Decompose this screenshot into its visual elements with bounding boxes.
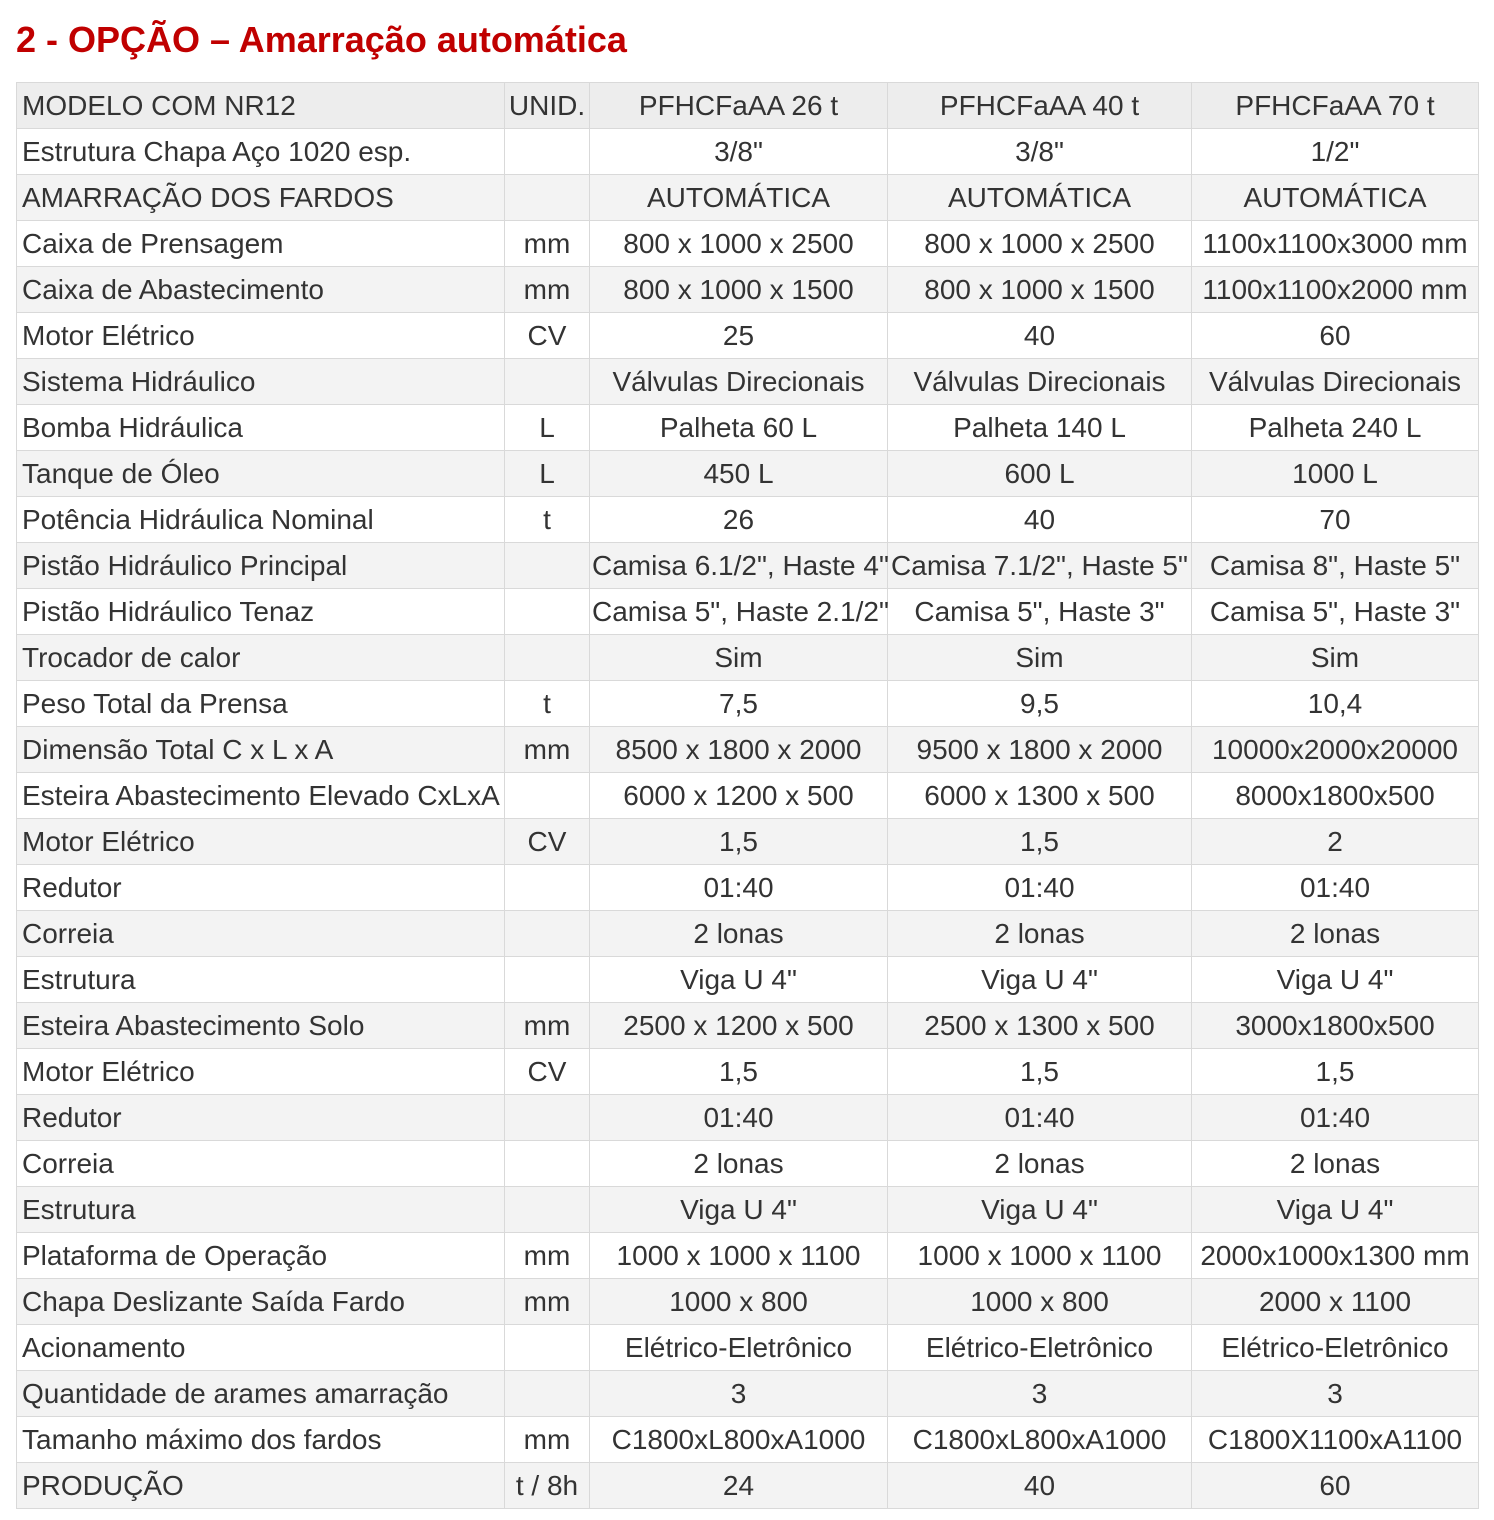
spec-table: [16, 82, 1479, 1509]
row-unit: [505, 543, 590, 589]
row-value: 1100x1100x2000 mm: [1192, 267, 1479, 313]
table-row: [17, 497, 1479, 543]
table-row: [17, 911, 1479, 957]
row-value: C1800xL800xA1000: [888, 1417, 1192, 1463]
table-row: [17, 727, 1479, 773]
row-label: Estrutura: [17, 1187, 505, 1233]
row-value: 3000x1800x500: [1192, 1003, 1479, 1049]
row-unit: mm: [505, 221, 590, 267]
row-unit: CV: [505, 1049, 590, 1095]
row-value: 6000 x 1300 x 500: [888, 773, 1192, 819]
table-row: [17, 1095, 1479, 1141]
row-value: 450 L: [590, 451, 888, 497]
row-label: Correia: [17, 1141, 505, 1187]
row-value: 1000 x 1000 x 1100: [888, 1233, 1192, 1279]
column-header-model: MODELO COM NR12: [17, 83, 505, 129]
row-value: 2 lonas: [590, 1141, 888, 1187]
row-value: 01:40: [590, 1095, 888, 1141]
row-value: Palheta 240 L: [1192, 405, 1479, 451]
table-row: [17, 1279, 1479, 1325]
row-value: Palheta 140 L: [888, 405, 1192, 451]
row-unit: t / 8h: [505, 1463, 590, 1509]
row-value: 3: [590, 1371, 888, 1417]
table-row: [17, 359, 1479, 405]
row-value: 2000 x 1100: [1192, 1279, 1479, 1325]
row-label: Caixa de Abastecimento: [17, 267, 505, 313]
row-value: Viga U 4": [590, 1187, 888, 1233]
table-row: [17, 1233, 1479, 1279]
row-value: 40: [888, 1463, 1192, 1509]
row-value: 40: [888, 497, 1192, 543]
column-header-unit: UNID.: [505, 83, 590, 129]
row-value: 2 lonas: [590, 911, 888, 957]
row-value: Camisa 6.1/2", Haste 4": [590, 543, 888, 589]
table-row: [17, 773, 1479, 819]
row-value: 3: [1192, 1371, 1479, 1417]
row-value: 2 lonas: [1192, 911, 1479, 957]
row-value: 2: [1192, 819, 1479, 865]
row-value: 1,5: [888, 819, 1192, 865]
table-row: [17, 1187, 1479, 1233]
row-value: 1,5: [1192, 1049, 1479, 1095]
row-value: 3: [888, 1371, 1192, 1417]
row-unit: [505, 359, 590, 405]
row-label: Correia: [17, 911, 505, 957]
row-value: Viga U 4": [1192, 1187, 1479, 1233]
row-unit: L: [505, 451, 590, 497]
row-value: 25: [590, 313, 888, 359]
row-value: AUTOMÁTICA: [590, 175, 888, 221]
row-value: 1/2": [1192, 129, 1479, 175]
row-value: 01:40: [888, 1095, 1192, 1141]
row-value: 2500 x 1200 x 500: [590, 1003, 888, 1049]
row-value: 800 x 1000 x 2500: [590, 221, 888, 267]
row-label: Motor Elétrico: [17, 313, 505, 359]
row-value: Viga U 4": [888, 957, 1192, 1003]
row-label: Pistão Hidráulico Principal: [17, 543, 505, 589]
row-label: Motor Elétrico: [17, 1049, 505, 1095]
table-row: [17, 1003, 1479, 1049]
table-row: [17, 1049, 1479, 1095]
row-unit: [505, 865, 590, 911]
row-value: AUTOMÁTICA: [1192, 175, 1479, 221]
row-value: Viga U 4": [1192, 957, 1479, 1003]
row-unit: [505, 773, 590, 819]
row-unit: CV: [505, 313, 590, 359]
row-value: 40: [888, 313, 1192, 359]
row-value: 1000 x 800: [888, 1279, 1192, 1325]
table-row: [17, 129, 1479, 175]
row-value: 800 x 1000 x 2500: [888, 221, 1192, 267]
row-unit: [505, 589, 590, 635]
row-unit: CV: [505, 819, 590, 865]
row-value: 6000 x 1200 x 500: [590, 773, 888, 819]
row-value: 1000 x 800: [590, 1279, 888, 1325]
row-unit: [505, 129, 590, 175]
row-value: Camisa 8", Haste 5": [1192, 543, 1479, 589]
row-value: C1800xL800xA1000: [590, 1417, 888, 1463]
column-header-pfhcfaa-26t: PFHCFaAA 26 t: [590, 83, 888, 129]
row-value: 01:40: [1192, 865, 1479, 911]
row-value: 600 L: [888, 451, 1192, 497]
row-unit: mm: [505, 1003, 590, 1049]
row-label: Pistão Hidráulico Tenaz: [17, 589, 505, 635]
row-unit: [505, 957, 590, 1003]
row-value: Sim: [590, 635, 888, 681]
table-row: [17, 1141, 1479, 1187]
column-header-pfhcfaa-40t: PFHCFaAA 40 t: [888, 83, 1192, 129]
row-label: Acionamento: [17, 1325, 505, 1371]
row-value: 1000 L: [1192, 451, 1479, 497]
row-value: 01:40: [1192, 1095, 1479, 1141]
row-unit: [505, 635, 590, 681]
row-value: 2000x1000x1300 mm: [1192, 1233, 1479, 1279]
row-value: Viga U 4": [590, 957, 888, 1003]
row-label: Tamanho máximo dos fardos: [17, 1417, 505, 1463]
table-row: [17, 221, 1479, 267]
row-label: Potência Hidráulica Nominal: [17, 497, 505, 543]
table-row: [17, 1463, 1479, 1509]
row-value: Camisa 5", Haste 3": [1192, 589, 1479, 635]
row-value: 60: [1192, 1463, 1479, 1509]
row-value: Elétrico-Eletrônico: [590, 1325, 888, 1371]
row-label: Esteira Abastecimento Elevado CxLxA: [17, 773, 505, 819]
row-value: 2500 x 1300 x 500: [888, 1003, 1192, 1049]
row-label: Estrutura Chapa Aço 1020 esp.: [17, 129, 505, 175]
row-unit: [505, 911, 590, 957]
row-value: 1000 x 1000 x 1100: [590, 1233, 888, 1279]
row-value: 01:40: [590, 865, 888, 911]
row-value: 60: [1192, 313, 1479, 359]
row-label: Trocador de calor: [17, 635, 505, 681]
row-value: 1100x1100x3000 mm: [1192, 221, 1479, 267]
row-value: 10000x2000x20000: [1192, 727, 1479, 773]
row-value: 24: [590, 1463, 888, 1509]
row-value: Viga U 4": [888, 1187, 1192, 1233]
row-label: Plataforma de Operação: [17, 1233, 505, 1279]
row-label: Esteira Abastecimento Solo: [17, 1003, 505, 1049]
row-value: 800 x 1000 x 1500: [590, 267, 888, 313]
row-value: 1,5: [888, 1049, 1192, 1095]
table-row: [17, 1417, 1479, 1463]
section-title: 2 - OPÇÃO – Amarração automática: [16, 19, 627, 60]
table-row: [17, 543, 1479, 589]
row-unit: [505, 1371, 590, 1417]
row-unit: mm: [505, 727, 590, 773]
table-header-row: [17, 83, 1479, 129]
row-unit: [505, 175, 590, 221]
row-unit: mm: [505, 1417, 590, 1463]
row-value: 800 x 1000 x 1500: [888, 267, 1192, 313]
row-label: Dimensão Total C x L x A: [17, 727, 505, 773]
row-unit: mm: [505, 1279, 590, 1325]
table-row: [17, 451, 1479, 497]
row-value: 9500 x 1800 x 2000: [888, 727, 1192, 773]
row-label: PRODUÇÃO: [17, 1463, 505, 1509]
row-label: AMARRAÇÃO DOS FARDOS: [17, 175, 505, 221]
row-label: Bomba Hidráulica: [17, 405, 505, 451]
table-row: [17, 635, 1479, 681]
row-unit: [505, 1141, 590, 1187]
column-header-pfhcfaa-70t: PFHCFaAA 70 t: [1192, 83, 1479, 129]
row-value: 9,5: [888, 681, 1192, 727]
row-value: 70: [1192, 497, 1479, 543]
row-value: Válvulas Direcionais: [888, 359, 1192, 405]
row-value: 1,5: [590, 819, 888, 865]
table-row: [17, 405, 1479, 451]
row-value: 2 lonas: [888, 911, 1192, 957]
row-value: Elétrico-Eletrônico: [888, 1325, 1192, 1371]
row-value: 1,5: [590, 1049, 888, 1095]
row-unit: [505, 1187, 590, 1233]
row-value: Camisa 5", Haste 2.1/2": [590, 589, 888, 635]
spec-table-body: [17, 129, 1479, 1509]
row-value: Camisa 7.1/2", Haste 5": [888, 543, 1192, 589]
row-value: 8500 x 1800 x 2000: [590, 727, 888, 773]
row-label: Quantidade de arames amarração: [17, 1371, 505, 1417]
row-label: Sistema Hidráulico: [17, 359, 505, 405]
table-row: [17, 267, 1479, 313]
row-unit: L: [505, 405, 590, 451]
row-label: Motor Elétrico: [17, 819, 505, 865]
row-value: Sim: [888, 635, 1192, 681]
table-row: [17, 1371, 1479, 1417]
row-value: 2 lonas: [888, 1141, 1192, 1187]
row-value: 7,5: [590, 681, 888, 727]
row-value: Válvulas Direcionais: [1192, 359, 1479, 405]
row-value: 8000x1800x500: [1192, 773, 1479, 819]
row-label: Redutor: [17, 1095, 505, 1141]
row-value: AUTOMÁTICA: [888, 175, 1192, 221]
row-value: 3/8": [888, 129, 1192, 175]
row-value: 3/8": [590, 129, 888, 175]
table-row: [17, 865, 1479, 911]
table-row: [17, 819, 1479, 865]
row-value: Válvulas Direcionais: [590, 359, 888, 405]
row-value: 01:40: [888, 865, 1192, 911]
row-label: Redutor: [17, 865, 505, 911]
row-value: Camisa 5", Haste 3": [888, 589, 1192, 635]
row-unit: mm: [505, 267, 590, 313]
table-row: [17, 589, 1479, 635]
row-label: Caixa de Prensagem: [17, 221, 505, 267]
table-row: [17, 957, 1479, 1003]
row-unit: [505, 1325, 590, 1371]
row-value: Sim: [1192, 635, 1479, 681]
table-row: [17, 175, 1479, 221]
row-value: 10,4: [1192, 681, 1479, 727]
row-value: C1800X1100xA1100: [1192, 1417, 1479, 1463]
row-unit: t: [505, 497, 590, 543]
row-unit: t: [505, 681, 590, 727]
row-value: 26: [590, 497, 888, 543]
row-label: Estrutura: [17, 957, 505, 1003]
row-label: Chapa Deslizante Saída Fardo: [17, 1279, 505, 1325]
row-unit: [505, 1095, 590, 1141]
row-value: Elétrico-Eletrônico: [1192, 1325, 1479, 1371]
row-label: Peso Total da Prensa: [17, 681, 505, 727]
table-row: [17, 313, 1479, 359]
row-unit: mm: [505, 1233, 590, 1279]
row-label: Tanque de Óleo: [17, 451, 505, 497]
table-row: [17, 681, 1479, 727]
table-row: [17, 1325, 1479, 1371]
row-value: Palheta 60 L: [590, 405, 888, 451]
row-value: 2 lonas: [1192, 1141, 1479, 1187]
